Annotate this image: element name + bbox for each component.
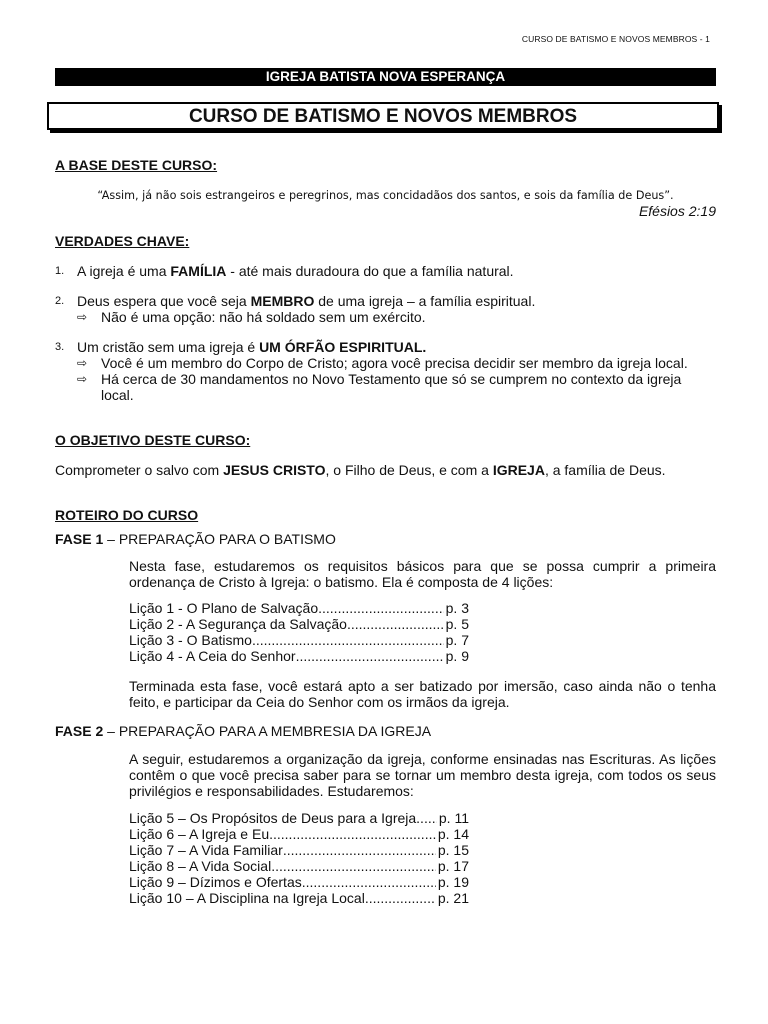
phase-1-intro: Nesta fase, estudaremos os requisitos básicos para que se possa cumprir a primeira ordenança de Cristo à Igreja: o batismo. Ela é composta de 4 lições: xyxy=(129,558,716,590)
phase-2-body xyxy=(129,751,716,906)
key-truths-list xyxy=(55,263,716,403)
running-header: CURSO DE BATISMO E NOVOS MEMBROS - 1 xyxy=(521,34,710,44)
phase-1-outro: Terminada esta fase, você estará apto a ser batizado por imersão, caso ainda não o tenha feito, e participar da Ceia do Senhor com os irmãos da igreja. xyxy=(129,678,716,710)
lesson-entry: Lição 5 – Os Propósitos de Deus para a Igreja ..... p. 11 xyxy=(129,810,469,826)
truth-item: 3. Um cristão sem uma igreja é UM ÓRFÃO ESPIRITUAL. xyxy=(55,339,427,355)
phase-1-body xyxy=(129,558,716,710)
truth-subitem: ⇨ Você é um membro do Corpo de Cristo; agora você precisa decidir ser membro da igreja local. xyxy=(77,355,688,371)
truth-subitem: ⇨ Não é uma opção: não há soldado sem um exército. xyxy=(77,309,426,325)
lesson-entry: Lição 8 – A Vida Social ..... p. 17 xyxy=(129,858,469,874)
objective-heading: O OBJETIVO DESTE CURSO: xyxy=(55,432,251,448)
phase-1-lessons xyxy=(129,600,716,664)
scripture-reference: Efésios 2:19 xyxy=(638,203,716,219)
document-body xyxy=(55,156,716,906)
lesson-entry: Lição 3 - O Batismo ..... p. 7 xyxy=(129,632,469,648)
arrow-right-icon: ⇨ xyxy=(77,372,88,386)
lesson-entry: Lição 4 - A Ceia do Senhor ..... p. 9 xyxy=(129,648,469,664)
arrow-right-icon: ⇨ xyxy=(77,310,88,324)
truth-item: 2. Deus espera que você seja MEMBRO de uma igreja – a família espiritual. xyxy=(55,293,536,309)
phase-2-lessons xyxy=(129,810,716,906)
truth-number: 2. xyxy=(55,295,65,307)
document-title: CURSO DE BATISMO E NOVOS MEMBROS xyxy=(47,102,719,130)
phase-2-heading: FASE 2 – PREPARAÇÃO PARA A MEMBRESIA DA IGREJA xyxy=(55,723,432,739)
lesson-entry: Lição 6 – A Igreja e Eu ..... p. 14 xyxy=(129,826,469,842)
lesson-entry: Lição 1 - O Plano de Salvação ..... p. 3 xyxy=(129,600,469,616)
lesson-entry: Lição 9 – Dízimos e Ofertas ..... p. 19 xyxy=(129,874,469,890)
truth-item: 1. A igreja é uma FAMÍLIA - até mais duradoura do que a família natural. xyxy=(55,263,514,279)
lesson-entry: Lição 10 – A Disciplina na Igreja Local ..... p. 21 xyxy=(129,890,469,906)
lesson-entry: Lição 7 – A Vida Familiar ..... p. 15 xyxy=(129,842,469,858)
truth-number: 3. xyxy=(55,341,65,353)
arrow-right-icon: ⇨ xyxy=(77,356,88,370)
truth-number: 1. xyxy=(55,265,65,277)
objective-text: Comprometer o salvo com JESUS CRISTO, o Filho de Deus, e com a IGREJA, a família de Deus. xyxy=(55,462,666,478)
base-heading: A BASE DESTE CURSO: xyxy=(55,157,218,173)
lesson-entry: Lição 2 - A Segurança da Salvação ..... p. 5 xyxy=(129,616,469,632)
scripture-quote: “Assim, já não sois estrangeiros e peregrinos, mas concidadãos dos santos, e sois da família de Deus”. xyxy=(97,189,674,202)
organization-banner: IGREJA BATISTA NOVA ESPERANÇA xyxy=(55,68,716,86)
phase-1-heading: FASE 1 – PREPARAÇÃO PARA O BATISMO xyxy=(55,531,336,547)
phase-2-intro: A seguir, estudaremos a organização da igreja, conforme ensinadas nas Escrituras. As lições contêm o que você precisa saber para se tornar um membro desta igreja, com todos os seus privilégios e responsabilidades. Estudaremos: xyxy=(129,751,716,799)
roadmap-heading: ROTEIRO DO CURSO xyxy=(55,507,199,523)
key-truths-heading: VERDADES CHAVE: xyxy=(55,233,190,249)
truth-subitem: ⇨ Há cerca de 30 mandamentos no Novo Testamento que só se cumprem no contexto da igreja local. xyxy=(77,371,682,403)
